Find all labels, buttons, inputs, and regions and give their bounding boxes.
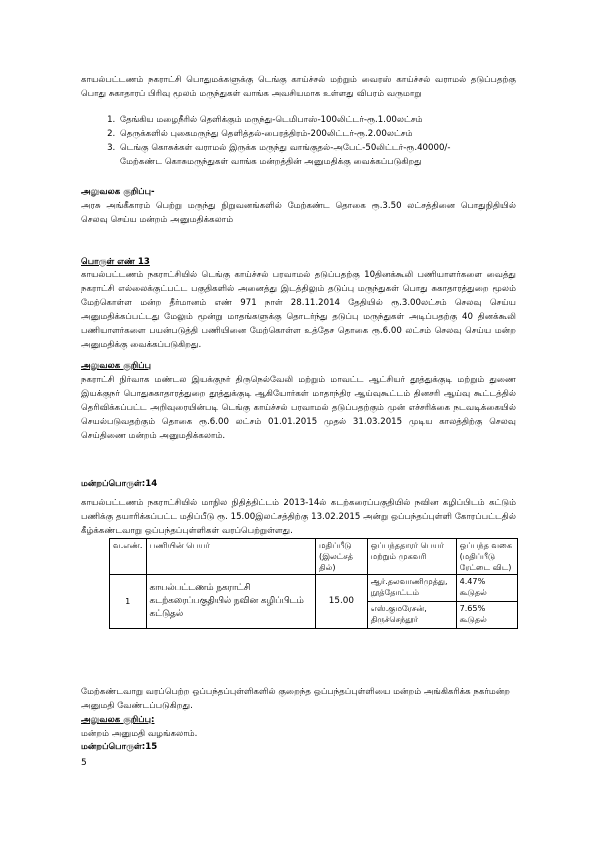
office-note-2-text: நகராட்சி நிர்வாக மண்டல இயக்குநர் திருநெல்வேலி மற்றும் மாவட்ட ஆட்சியர் தூத்துக்குடி மற்றும் துணை இயக்குநர் பொதுசுகாதாரத்துறை தூத்துக்குடி ஆகியோர்கள் மாதாந்திர ஆய்வுகூட்டம் தினசரி ஆய்வு கூட்டத்தில் தெரிவிக்கப்பட்ட அறிவுரையின்படி டெங்கு காய்ச்சல் பரவாமல் தடுப்பதற்கும் முன் எச்சரிக்கை நடவடிக்கையில் செயல்படுவதற்கும் தொகை ரூ.6.00 லட்சம் 01.01.2015 முதல் 31.03.2015 முடிய காலத்திற்கு செலவு செய்திணை மன்றம் அனுமதிக்கலாம்.	[81, 375, 516, 441]
table-header-row	[110, 539, 518, 575]
cell-rate: 4.47% கூடுதல்	[456, 575, 517, 602]
header-estimate: மதிப்பீடு (இலட்சத் தில்)	[316, 539, 368, 575]
item-14-text: காயல்பட்டணம் நகராட்சியில் மாநில நிதித்திட்டம் 2013-14ல் கடற்கரைப்பகுதியில் நவின கழிப்பிடம் கட்டும் பணிக்கு தயாரிக்கப்பட்ட மதிப்பீடு ரூ. 15.00இலட்சத்திற்கு 13.02.2015 அன்று ஒப்பந்தப்புள்ளி கோரப்பட்டதில் கீழ்க்கண்டவாறு ஒப்பந்தப்புள்ளிகள் வரப்பெற்றுள்ளது.	[81, 498, 516, 536]
list-item-text: டெங்கு கொசுக்கள் வராமல் இருக்க மருந்து வாங்குதல்-அபேட்-50லிட்டர்-ரூ.40000/-	[120, 143, 451, 153]
header-work-name: பணியின் பெயர்	[146, 539, 316, 575]
item-14-heading: மன்றப்பொருள்:14	[81, 479, 158, 489]
conclusion-paragraph: மேற்கண்டவாறு வரப்பெற்ற ஒப்பந்தப்புள்ளிகளில் குறைந்த ஒப்பந்தப்புள்ளியை மன்றம் அங்கிகரிக்க நகர்மன்ற அனுமதி வேண்டப்படுகிறது.	[81, 687, 511, 711]
list-item-continuation: மேற்கண்ட கொசுமருந்துகள் வாங்க மன்றத்தின் அனுமதிக்கு வைக்கப்படுகிறது	[120, 157, 422, 167]
tender-table	[109, 538, 518, 629]
page-number: 5	[81, 758, 87, 768]
office-note-3-heading: அலுவலக குறிப்பு:	[81, 715, 155, 725]
list-item	[118, 127, 538, 141]
intro-paragraph: காயல்பட்டணம் நகராட்சி பொதுமக்களுக்கு டெங்கு காய்ச்சல் மற்றும் வைரஸ் காய்ச்சல் வராமல் தடுப்பதற்கு பொது சுகாதாரப் பிரிவு மூலம் மருந்துகள் வாங்க அவசியமாக உள்ளது விபரம் வருமாறு	[81, 75, 516, 99]
office-note-text: அரசு அங்கீகாரம் பெற்று மருந்து நிறுவனங்களில் மேற்கண்ட தொகை ரூ.3.50 லட்சத்தினை பொதுநிதியில் செலவு செய்ய மன்றம் அனுமதிக்கலாம்	[81, 201, 516, 225]
list-item	[118, 113, 538, 127]
list-item-text: தெருக்களில் புகைமருந்து தெளித்தல்-பைரத்திரம்-200லிட்டர்-ரூ.2.00லட்சம்	[120, 129, 413, 139]
item-13-heading: பொருள் எண் 13	[81, 257, 150, 267]
office-note-3-text: மன்றம் அனுமதி வழங்கலாம்.	[81, 729, 198, 739]
cell-work-name: காயல்பட்டணம் நகராட்சி கடற்கரைப்பகுதியில் நவின கழிப்பிடம் கட்டுதல்	[146, 575, 316, 629]
list-item	[118, 141, 538, 169]
office-note-heading: அலுவலக குறிப்பு-	[81, 187, 155, 197]
cell-contractor: எஸ்.குமரேசன், திருச்செந்தூர்	[367, 602, 456, 629]
header-rate: ஒப்பந்த வகை (மதிப்பீடு ரேட்டை விட)	[456, 539, 517, 575]
cell-contractor: ஆர்.தலவாணிமுத்து, நூத்தோட்டம்	[367, 575, 456, 602]
header-contractor: ஒப்பந்ததாரர் பெயர் மற்றும் முகவரி	[367, 539, 456, 575]
cell-estimate: 15.00	[316, 575, 368, 629]
item-15-heading: மன்றப்பொருள்:15	[81, 742, 158, 752]
list-item-text: தேங்கிய மழைநீரில் தெளிக்கும் மருந்து-டெமிபாஸ்-100லிட்டர்-ரூ.1.00லட்சம்	[120, 115, 423, 125]
header-serial: வ.எண்.	[110, 539, 147, 575]
cell-rate: 7.65% கூடுதல்	[456, 602, 517, 629]
cell-serial: 1	[110, 575, 147, 629]
office-note-2-heading: அலுவலக குறிப்பு	[81, 361, 152, 371]
item-13-text: காயல்பட்டணம் நகராட்சியில் டெங்கு காய்ச்சல் பரவாமல் தடுப்பதற்கு 10தினக்கூலி பணியாளர்களை வைத்து நகராட்சி எல்லைக்குட்பட்ட பகுதிகளில் அனைத்து இடத்திலும் தடுப்பு மருந்துகள் பொது சுகாதாரத்துறை மூலம் மேற்கொள்ள மன்ற தீர்மானம் எண் 971 நாள் 28.11.2014 தேதியில் ரூ.3.00லட்சம் செலவு செய்ய அனுமதிக்கப்பட்டது மேலும் மூன்று மாதங்களுக்கு தொடர்ந்து தடுப்பு மருந்துகள் அடிப்பதற்கு 40 தினக்கூலி பணியாளர்களை பயன்படுத்தி பணியினை மேற்கொள்ள உத்தேச தொகை ரூ.6.00 லட்சம் செலவு செய்ய மன்ற அனுமதிக்கு வைக்கப்படுகிறது.	[81, 270, 516, 350]
medicine-list	[98, 113, 538, 169]
table-row	[110, 575, 518, 602]
